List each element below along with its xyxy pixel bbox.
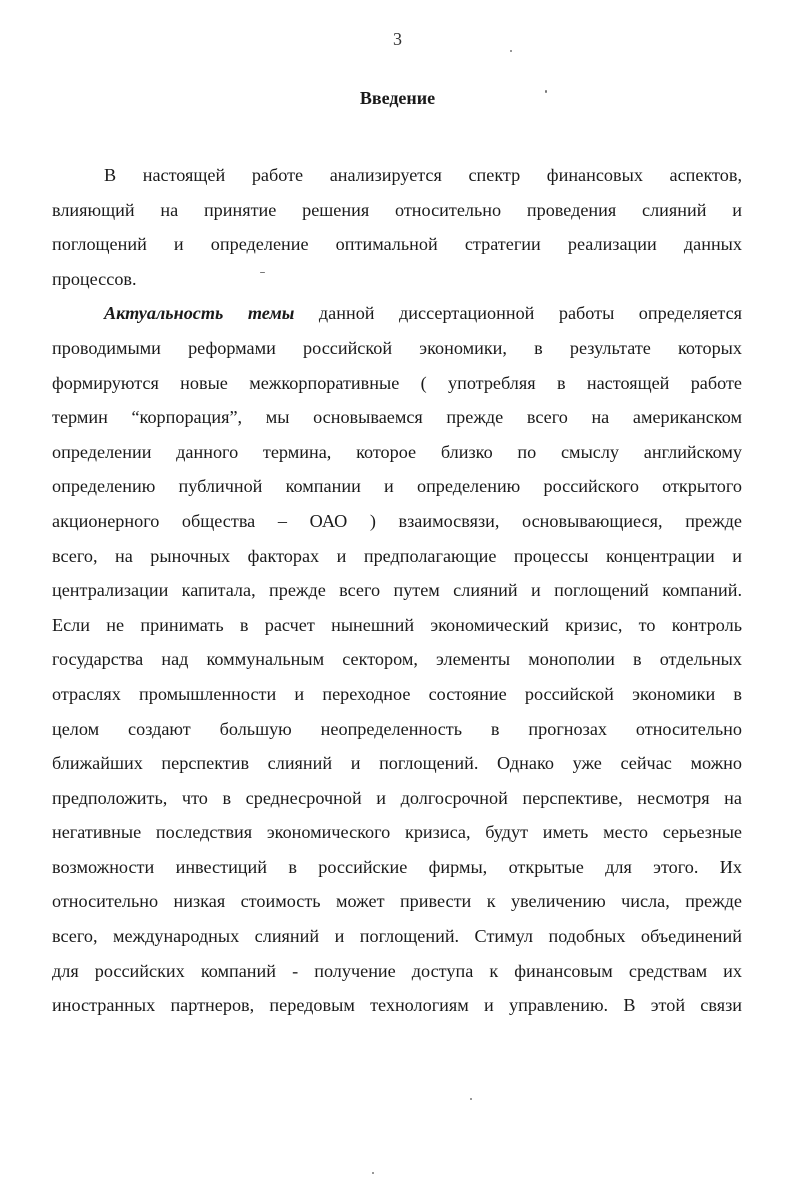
paragraph2-line-10: Если не принимать в расчет нынешний экономический кризис, то контроль bbox=[52, 614, 742, 635]
scan-speck bbox=[260, 272, 265, 273]
scan-speck bbox=[470, 1098, 472, 1100]
scan-speck bbox=[545, 90, 547, 93]
paragraph2-line-20: для российских компаний - получение доступа к финансовым средствам их bbox=[52, 960, 742, 981]
paragraph2-line-6: определению публичной компании и определению российского открытого bbox=[52, 476, 742, 497]
paragraph2-line-8: всего, на рыночных факторах и предполагающие процессы концентрации и bbox=[52, 545, 742, 566]
paragraph2-line-12: отраслях промышленности и переходное состояние российской экономики в bbox=[52, 683, 742, 704]
paragraph2-line-9: централизации капитала, прежде всего путем слияний и поглощений компаний. bbox=[52, 580, 742, 601]
paragraph1-line-4: процессов. bbox=[52, 268, 137, 289]
paragraph2-line-17: возможности инвестиций в российские фирмы, открытые для этого. Их bbox=[52, 856, 742, 877]
paragraph2-line-5: определении данного термина, которое близко по смыслу английскому bbox=[52, 441, 742, 462]
paragraph2-line-1 bbox=[52, 296, 742, 331]
paragraph2-line-13: целом создают большую неопределенность в прогнозах относительно bbox=[52, 718, 742, 739]
paragraph1-line-1: В настоящей работе анализируется спектр финансовых аспектов, bbox=[104, 165, 742, 185]
page-number: 3 bbox=[393, 29, 402, 49]
paragraph2-line-4: термин “корпорация”, мы основываемся прежде всего на американском bbox=[52, 407, 742, 428]
paragraph2-line-15: предположить, что в среднесрочной и долгосрочной перспективе, несмотря на bbox=[52, 787, 742, 808]
paragraph2-line-16: негативные последствия экономического кризиса, будут иметь место серьезные bbox=[52, 822, 742, 843]
section-title: Введение bbox=[359, 88, 436, 108]
paragraph1-line-2: влияющий на принятие решения относительно проведения слияний и bbox=[52, 199, 742, 220]
paragraph2-line-7: акционерного общества – ОАО ) взаимосвязи, основывающиеся, прежде bbox=[52, 510, 742, 531]
paragraph2-line-21: иностранных партнеров, передовым технологиям и управлению. В этой связи bbox=[52, 995, 742, 1016]
paragraph2-line-2: проводимыми реформами российской экономики, в результате которых bbox=[52, 337, 742, 358]
scan-speck bbox=[510, 50, 512, 52]
paragraph2-line-1-rest: данной диссертационной работы определяется bbox=[318, 303, 742, 324]
paragraph2-line-14: ближайших перспектив слияний и поглощений. Однако уже сейчас можно bbox=[52, 753, 742, 774]
paragraph1-line-3: поглощений и определение оптимальной стратегии реализации данных bbox=[52, 234, 742, 255]
document-body bbox=[52, 158, 742, 1023]
emphasis-term: Актуальность темы bbox=[104, 303, 295, 324]
paragraph2-line-3: формируются новые межкорпоративные ( употребляя в настоящей работе bbox=[52, 372, 742, 393]
paragraph2-line-11: государства над коммунальным сектором, элементы монополии в отдельных bbox=[52, 649, 742, 670]
paragraph2-line-19: всего, международных слияний и поглощений. Стимул подобных объединений bbox=[52, 926, 742, 947]
scan-speck bbox=[372, 1172, 374, 1174]
paragraph2-line-18: относительно низкая стоимость может привести к увеличению числа, прежде bbox=[52, 891, 742, 912]
